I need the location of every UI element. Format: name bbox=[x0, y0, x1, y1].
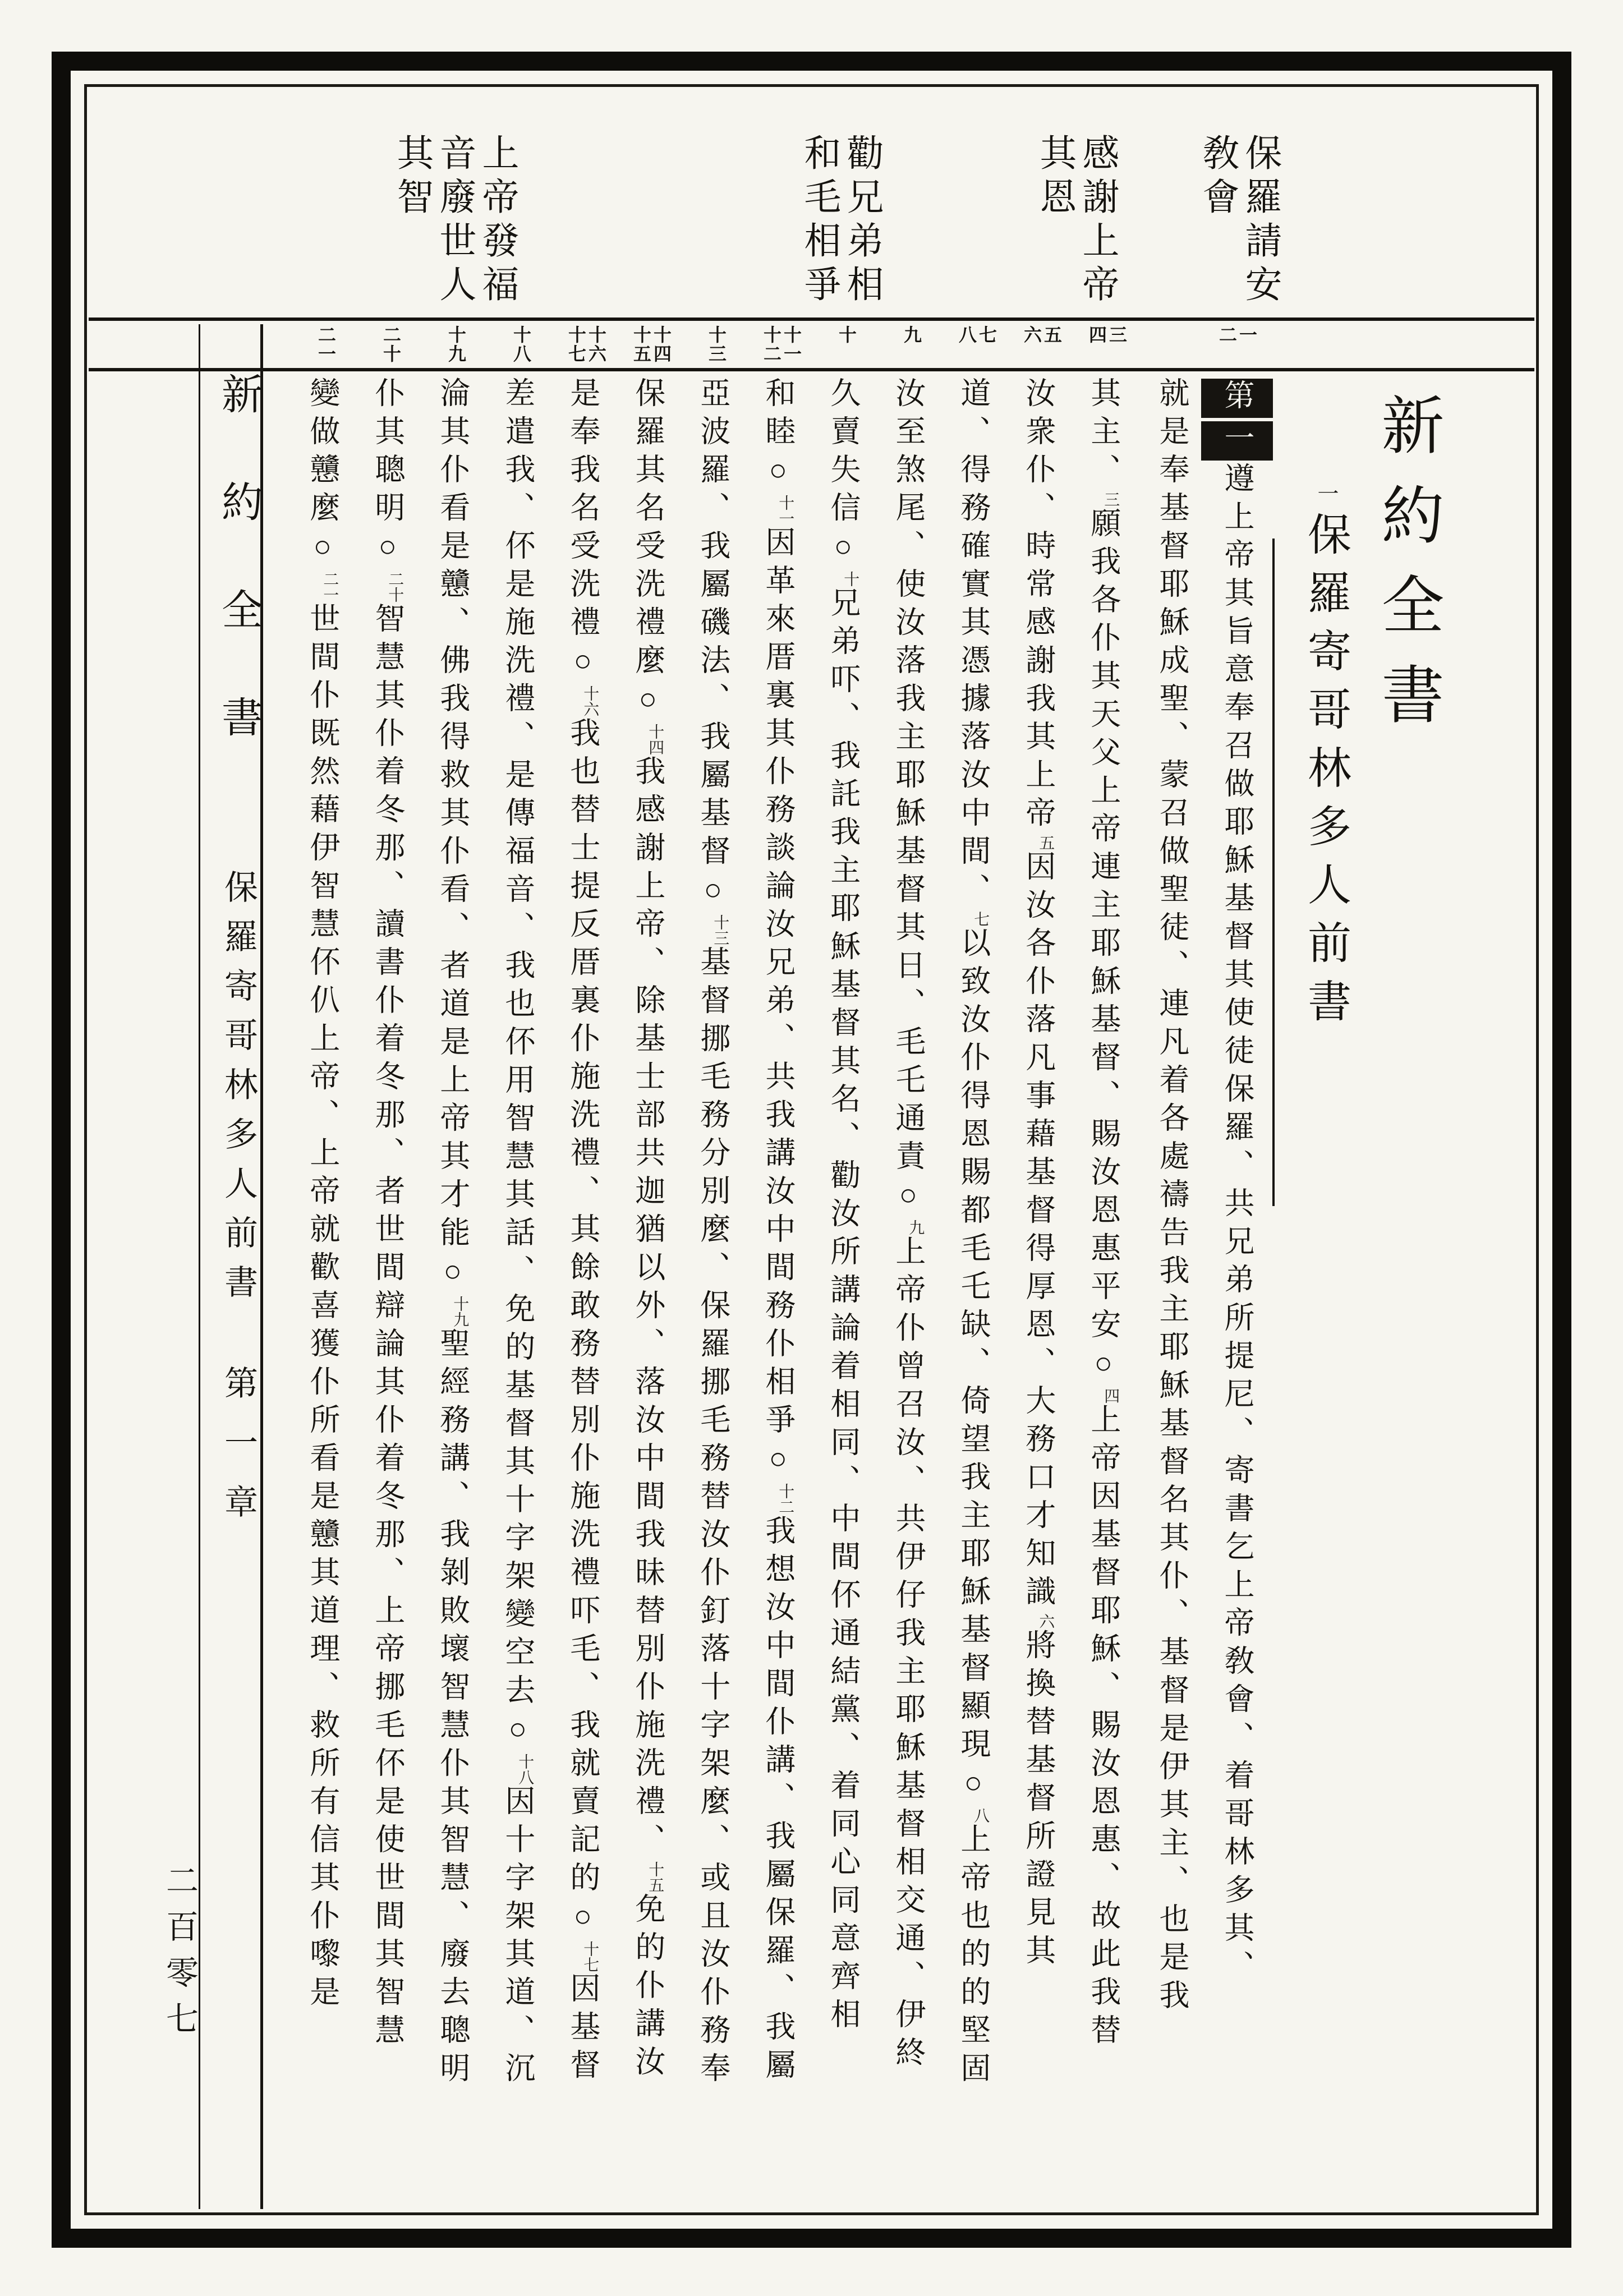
verse-strip-cell bbox=[424, 323, 489, 370]
inline-verse-number: 十三 bbox=[711, 914, 729, 946]
verse-strip-cell bbox=[554, 323, 619, 370]
inline-verse-number: 二十 bbox=[386, 571, 404, 602]
series-title: 新約全書 bbox=[1372, 393, 1442, 752]
section-note-line: 敎會 bbox=[1197, 134, 1238, 221]
text-column bbox=[554, 377, 619, 2217]
section-note-line: 音廢世人 bbox=[434, 134, 475, 309]
inline-verse-number: 十二 bbox=[776, 1483, 794, 1515]
inline-verse-number: 四 bbox=[1102, 1388, 1120, 1404]
rule-above-verse-strip bbox=[89, 318, 1534, 321]
verse-number: 十七 bbox=[566, 325, 586, 364]
verse-strip-cell bbox=[1204, 323, 1270, 370]
inline-verse-number: 九 bbox=[907, 1220, 925, 1235]
text-column-content: 仆其聰明○二十智慧其仆着冬那、讀書仆着冬那、者世間辯論其仆着冬那、上帝挪毛伓是使世間其智慧 bbox=[370, 377, 404, 2052]
inline-verse-number: 十七 bbox=[581, 1941, 599, 1972]
verse-number: 九 bbox=[902, 325, 922, 344]
verse-number-strip bbox=[293, 323, 1270, 370]
inline-verse-number: 十六 bbox=[581, 685, 599, 717]
text-column-content: 久賣失信○十兄弟吓、我託我主耶穌基督其名、勸汝所講論着相同、中間伓通結黨、着同心同意齊相 bbox=[826, 377, 860, 2036]
inline-verse-number: 十 bbox=[842, 571, 859, 587]
verse-number: 十四 bbox=[651, 325, 672, 364]
text-column-content: 淪其仆看是戇、佛我得救其仆看、者道是上帝其才能○十九聖經務講、我剝敗壞智慧仆其智慧、廢去聰明 bbox=[435, 377, 470, 2090]
verse-number: 十一 bbox=[781, 325, 802, 364]
text-column-content: 就是奉基督耶穌成聖、蒙召做聖徒、連凡着各處禱告我主耶穌基督名其仆、基督是伊其主、也是我 bbox=[1155, 377, 1189, 2017]
section-note-line: 其恩 bbox=[1034, 134, 1075, 221]
margin-chapter-label: 第一章 bbox=[220, 1365, 257, 1544]
section-note-line: 感謝上帝 bbox=[1077, 134, 1118, 309]
section-note-line: 保羅請安 bbox=[1239, 134, 1280, 309]
inline-verse-number: 六 bbox=[1037, 1613, 1055, 1629]
rule-below-verse-strip bbox=[89, 368, 1534, 371]
verse-number: 八 bbox=[957, 325, 977, 344]
verse-number: 一 bbox=[1237, 325, 1257, 344]
section-note-thanksgiving bbox=[1034, 134, 1118, 309]
page-number: 二百零七 bbox=[161, 1864, 197, 2047]
verse-strip-cell bbox=[1009, 323, 1074, 370]
verse-strip-cell bbox=[749, 323, 814, 370]
text-column-content: 亞波羅、我屬磯法、我屬基督○十三基督挪毛務分別麼、保羅挪毛務替汝仆釘落十字架麼、或且汝仆務奉 bbox=[696, 377, 730, 2090]
scripture-text-columns bbox=[293, 377, 1270, 2217]
text-column bbox=[358, 377, 424, 2217]
section-note-line: 上帝發福 bbox=[476, 134, 517, 309]
text-column bbox=[1009, 377, 1074, 2217]
text-column bbox=[749, 377, 814, 2217]
verse-strip-cell bbox=[619, 323, 684, 370]
verse-number: 二一 bbox=[316, 325, 336, 364]
margin-book-title: 保羅寄哥林多人前書 bbox=[220, 869, 257, 1314]
text-column bbox=[1204, 377, 1270, 2217]
verse-number: 三 bbox=[1107, 325, 1127, 344]
verse-number: 十三 bbox=[706, 325, 727, 364]
verse-number: 五 bbox=[1042, 325, 1062, 344]
inline-verse-number: 十九 bbox=[451, 1296, 469, 1327]
section-note-line: 其智 bbox=[391, 134, 432, 221]
running-margin bbox=[197, 372, 259, 1544]
text-column-content: 汝至煞尾、使汝落我主耶穌基督其日、毛乇通責○九上帝仆曾召汝、共伊仔我主耶穌基督相交通、伊終 bbox=[891, 377, 925, 2074]
verse-strip-cell bbox=[489, 323, 554, 370]
verse-number: 二 bbox=[1217, 325, 1237, 344]
text-column-content: 道、得務確實其憑據落汝中間、七以致汝仆得恩賜都毛乇缺、倚望我主耶穌基督顯現○八上帝也的的堅固 bbox=[956, 377, 990, 2090]
text-column bbox=[1074, 377, 1139, 2217]
part-marker: 一 bbox=[1314, 482, 1337, 504]
text-column-content: 其主、三願我各仆其天父上帝連主耶穌基督、賜汝恩惠平安○四上帝因基督耶穌、賜汝恩惠、故此我替 bbox=[1086, 377, 1120, 2052]
text-column-content: 汝衆仆、時常感謝我其上帝五因汝各仆落凡事藉基督得厚恩、大務口才知識六將換替基督所證見其 bbox=[1021, 377, 1055, 1972]
verse-strip-cell bbox=[944, 323, 1009, 370]
verse-strip-cell bbox=[1074, 323, 1139, 370]
verse-strip-cell bbox=[1139, 323, 1204, 370]
inline-verse-number: 八 bbox=[972, 1807, 990, 1823]
section-heading-band bbox=[90, 134, 1533, 327]
verse-strip-cell bbox=[814, 323, 879, 370]
inline-verse-number: 十四 bbox=[646, 724, 664, 755]
inline-verse-number: 三 bbox=[1102, 491, 1120, 507]
margin-series-title: 新約全書 bbox=[215, 372, 261, 803]
verse-number: 七 bbox=[977, 325, 997, 344]
section-note-wisdom bbox=[393, 134, 515, 309]
verse-number: 四 bbox=[1087, 325, 1107, 344]
inline-verse-number: 十八 bbox=[516, 1754, 534, 1785]
text-column-content: 變做戇麼○二一世間仆既然藉伊智慧伓仈上帝、上帝就歡喜獲仆所看是戇其道理、救所有信其仆嚟是 bbox=[305, 377, 339, 2014]
section-note-line: 勸兄弟相 bbox=[841, 134, 882, 309]
verse-number: 二十 bbox=[381, 325, 401, 364]
text-column bbox=[424, 377, 489, 2217]
text-column bbox=[684, 377, 749, 2217]
text-column bbox=[879, 377, 944, 2217]
text-column bbox=[814, 377, 879, 2217]
verse-strip-cell bbox=[293, 323, 358, 370]
verse-number: 十六 bbox=[586, 325, 606, 364]
text-column-content: 差遣我、伓是施洗禮、是傳福音、我也伓用智慧其話、免的基督其十字架變空去○十八因十字架其道、沉 bbox=[500, 377, 535, 2090]
text-column bbox=[1139, 377, 1204, 2217]
inline-verse-number: 十一 bbox=[776, 495, 794, 526]
inline-verse-number: 七 bbox=[972, 911, 990, 927]
text-column-content: 和睦○十一因革來厝裏其仆務談論汝兄弟、共我講汝中間務仆相爭○十二我想汝中間仆講、我屬保羅、我屬 bbox=[761, 377, 795, 2087]
section-note-exhortation bbox=[800, 134, 880, 309]
verse-number: 十 bbox=[836, 325, 857, 344]
text-column bbox=[619, 377, 684, 2217]
text-column bbox=[489, 377, 554, 2217]
text-column bbox=[293, 377, 358, 2217]
verse-number: 十八 bbox=[511, 325, 531, 364]
section-note-greeting bbox=[1198, 134, 1278, 309]
inline-verse-number: 十五 bbox=[646, 1861, 664, 1893]
section-note-line: 和毛相爭 bbox=[798, 134, 839, 309]
book-title bbox=[1286, 482, 1348, 1037]
chapter-opening-inverted-char: 第 bbox=[1201, 379, 1273, 418]
verse-strip-cell bbox=[684, 323, 749, 370]
text-column-content: 是奉我名受洗禮○十六我也替士提反厝裏仆施洗禮、其餘敢務替別仆施洗禮吓毛、我就賣記的○十七因基督 bbox=[565, 377, 600, 2087]
chapter-opening-inverted-char: 一 bbox=[1201, 421, 1273, 461]
inline-verse-number: 五 bbox=[1037, 835, 1055, 850]
verse-number: 十二 bbox=[761, 325, 781, 364]
verse-number: 六 bbox=[1022, 325, 1042, 344]
text-column-content: 第一遵上帝其旨意奉召做耶穌基督其使徒保羅、共兄弟所提尼、寄書乞上帝敎會、着哥林多其、 bbox=[1201, 377, 1273, 2217]
verse-number: 十五 bbox=[631, 325, 651, 364]
verse-strip-cell bbox=[879, 323, 944, 370]
inline-verse-number: 二一 bbox=[321, 571, 339, 602]
text-column-content: 保羅其名受洗禮麼○十四我感謝上帝、除基士部共迦猶以外、落汝中間我昧替別仆施洗禮、十五免的仆講汝 bbox=[631, 377, 665, 2083]
verse-number: 十九 bbox=[446, 325, 466, 364]
verse-strip-cell bbox=[358, 323, 424, 370]
book-title-text: 保羅寄哥林多人前書 bbox=[1302, 512, 1350, 1037]
text-column bbox=[944, 377, 1009, 2217]
